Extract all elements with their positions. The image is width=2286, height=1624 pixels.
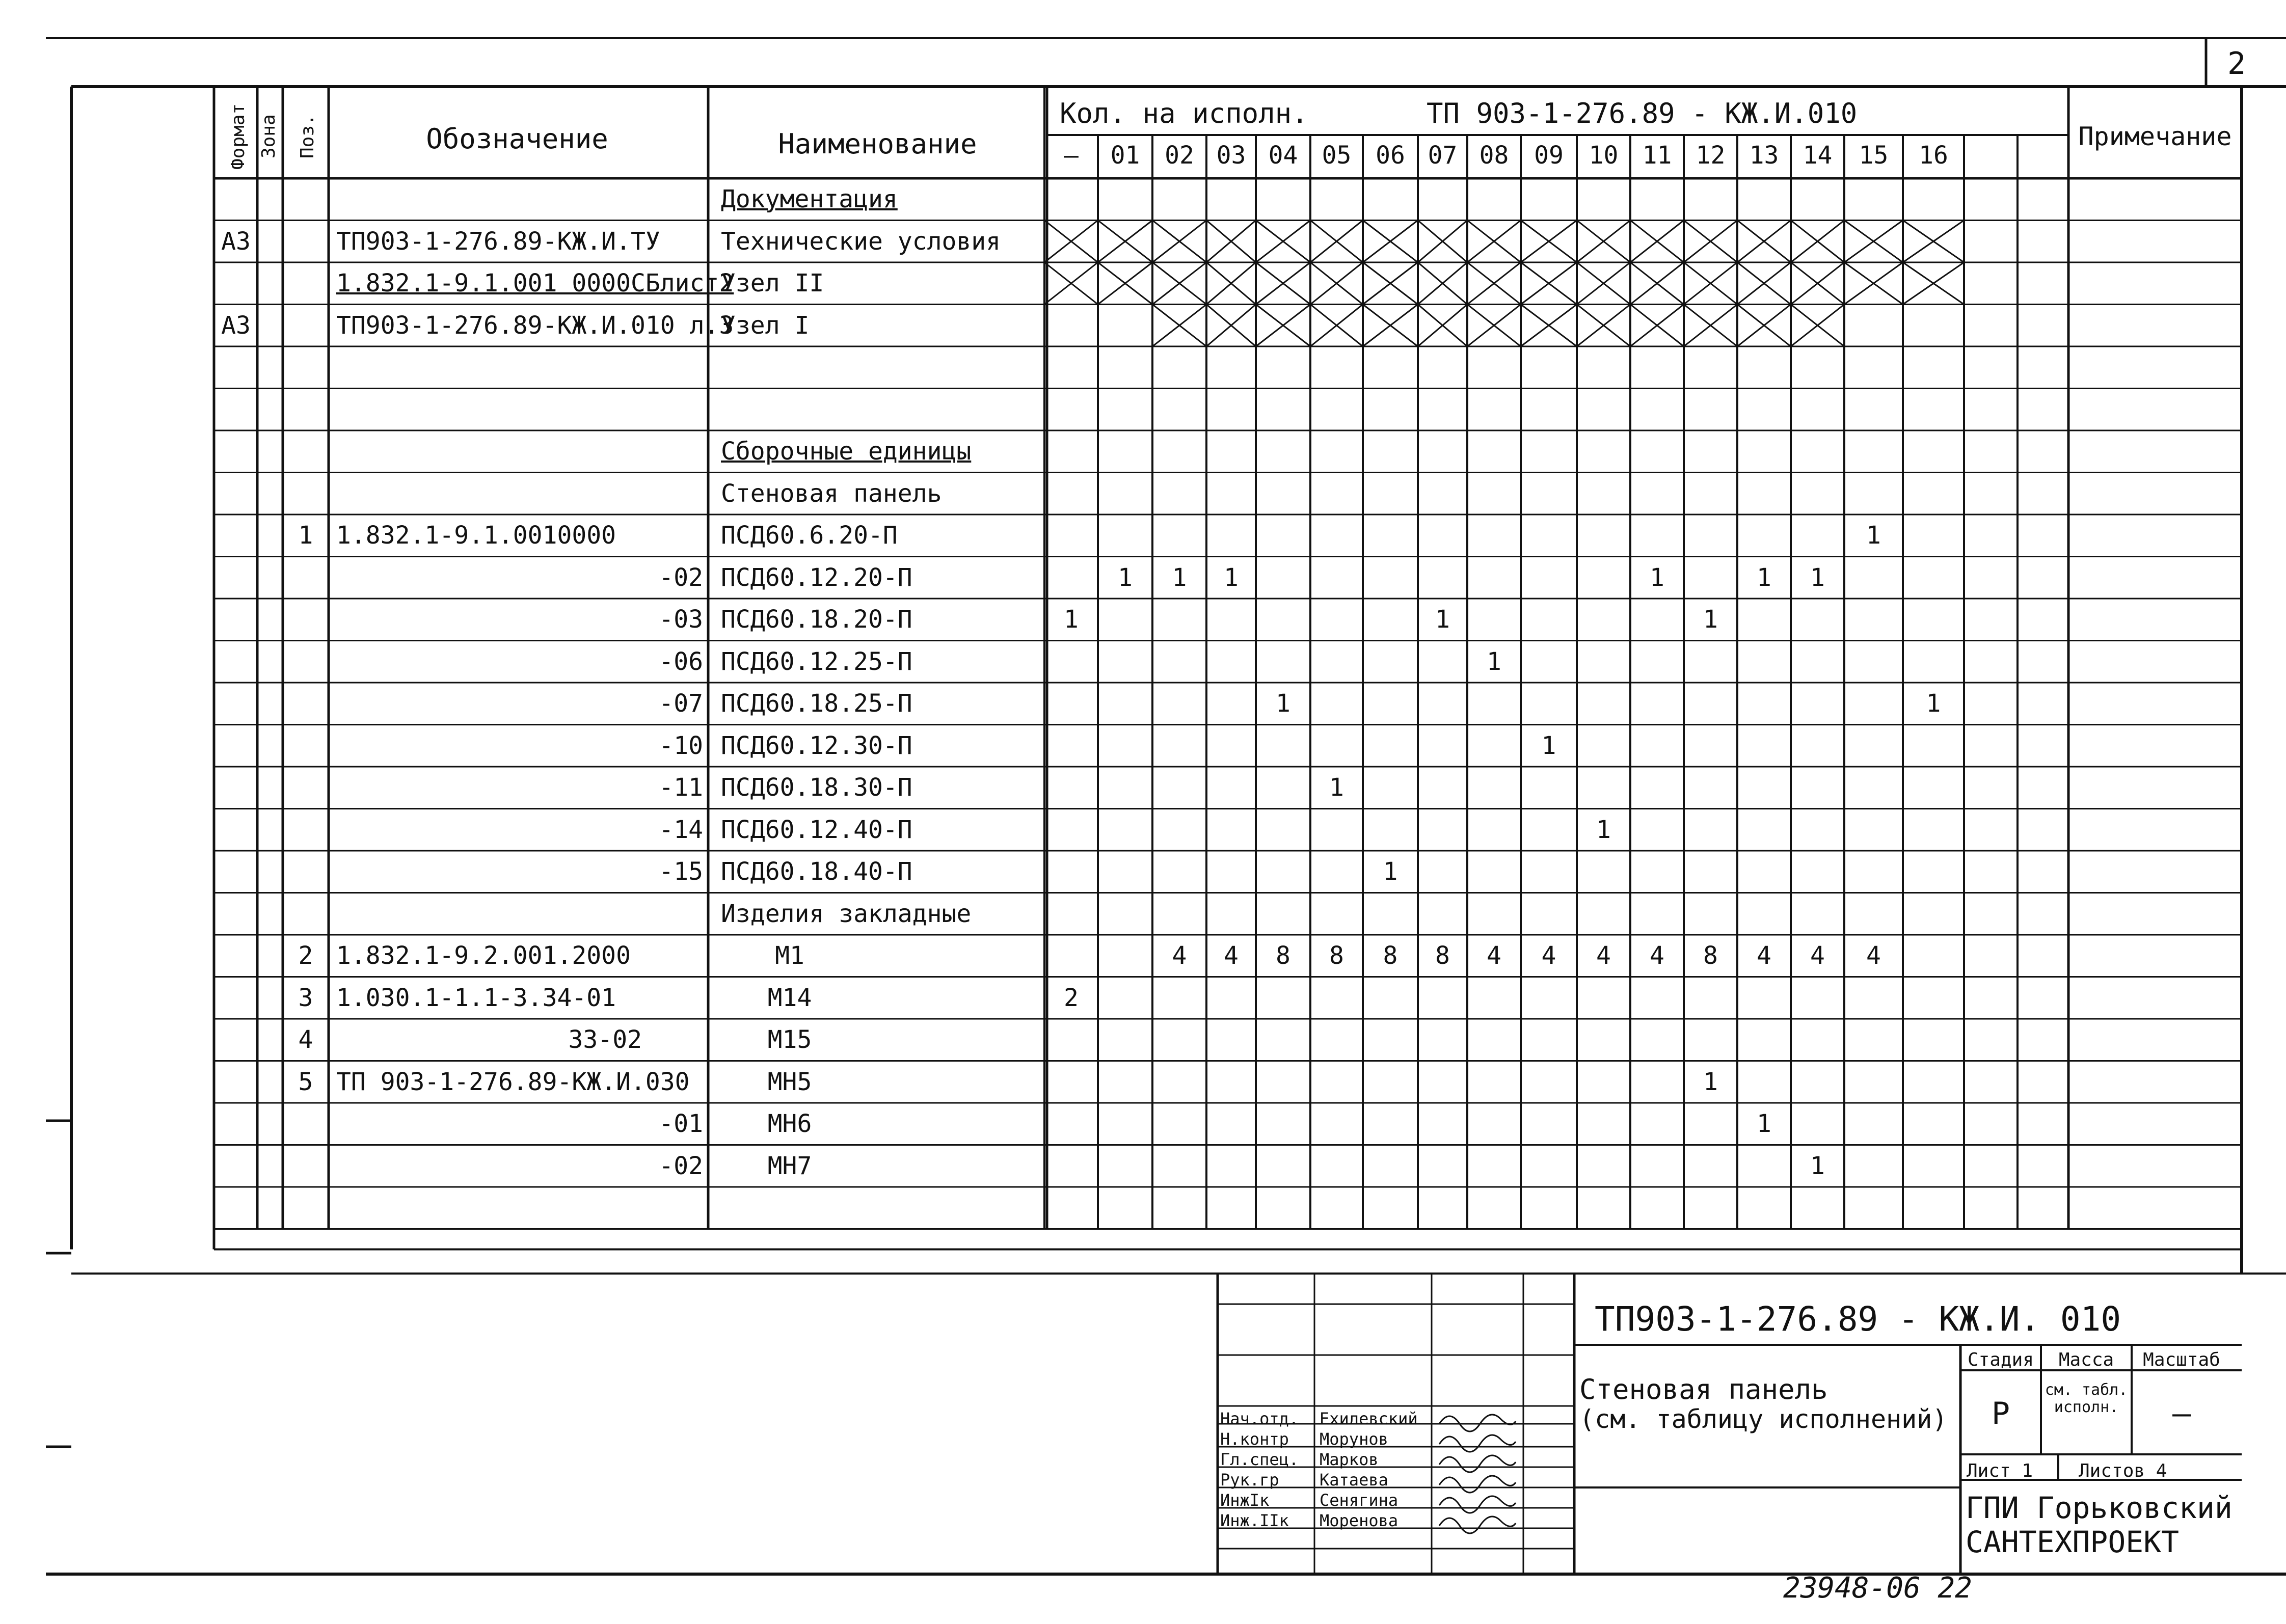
row-qty-cell: 1	[1383, 857, 1398, 886]
row-designation: -14	[659, 815, 703, 844]
header-note: Примечание	[2078, 122, 2232, 151]
row-qty-cell: 1	[1224, 563, 1239, 592]
signature-role: Инж.IIк	[1220, 1511, 1289, 1530]
bottom-code: 23948-06 22	[1783, 1572, 1972, 1605]
row-designation: 33-02	[568, 1025, 642, 1054]
row-name: МН7	[767, 1151, 812, 1180]
org-line1: ГПИ Горьковский	[1966, 1491, 2233, 1525]
row-name: Изделия закладные	[721, 899, 972, 928]
row-name: Сборочные единицы	[721, 437, 972, 466]
header-designation: Обозначение	[426, 123, 608, 155]
row-name: Документация	[721, 185, 898, 214]
row-qty-cell: 1	[1866, 521, 1881, 550]
row-position: 5	[298, 1067, 313, 1096]
row-qty-cell: 1	[1118, 563, 1133, 592]
row-designation: -01	[659, 1109, 703, 1139]
row-qty-cell: 1	[1276, 689, 1290, 718]
signature-mark	[1439, 1435, 1516, 1452]
signature-name: Сенягина	[1320, 1491, 1399, 1510]
row-qty-cell: 1	[1172, 563, 1187, 592]
row-qty-cell: 1	[1757, 563, 1771, 592]
row-designation: -06	[659, 647, 703, 676]
row-name: ПСД60.12.25-П	[721, 647, 912, 676]
row-designation: -11	[659, 773, 703, 802]
row-designation: -02	[659, 1151, 703, 1180]
signature-name: Ехилевский	[1320, 1409, 1418, 1428]
row-name: ПСД60.18.40-П	[721, 857, 912, 886]
row-qty-cell: 1	[1703, 605, 1718, 634]
row-name: ПСД60.18.25-П	[721, 689, 912, 718]
signature-mark	[1439, 1496, 1516, 1513]
row-qty-cell: 1	[1064, 605, 1079, 634]
signature-name: Катаева	[1320, 1470, 1388, 1490]
row-qty-cell: 1	[1757, 1109, 1771, 1139]
row-qty-cell: 4	[1596, 941, 1611, 970]
row-qty-cell: 4	[1541, 941, 1556, 970]
stage-label: Стадия	[1967, 1349, 2034, 1370]
row-name: Технические условия	[721, 227, 1001, 256]
row-qty-cell: 1	[1810, 1151, 1825, 1180]
mass-value: см. табл. исполн.	[2045, 1381, 2128, 1416]
row-qty-cell: 1	[1703, 1067, 1718, 1096]
variant-header: 01	[1110, 141, 1140, 170]
signature-name: Моренова	[1320, 1511, 1399, 1530]
row-qty-cell: 4	[1487, 941, 1501, 970]
row-qty-cell: 1	[1435, 605, 1450, 634]
row-name: Узел I	[721, 311, 810, 340]
row-format: А3	[221, 311, 251, 340]
row-qty-cell: 2	[1064, 983, 1079, 1012]
variant-header: 08	[1479, 141, 1509, 170]
row-qty-cell: 8	[1435, 941, 1450, 970]
row-name: Узел II	[721, 269, 824, 298]
row-designation: ТП903-1-276.89-КЖ.И.ТУ	[336, 227, 660, 256]
row-qty-cell: 1	[1329, 773, 1344, 802]
sheets-label: Листов 4	[2079, 1460, 2167, 1481]
row-qty-cell: 4	[1757, 941, 1771, 970]
header-pos: Поз.	[297, 114, 318, 159]
row-name: МН5	[767, 1067, 812, 1096]
row-designation: -15	[659, 857, 703, 886]
row-name: МН6	[767, 1109, 812, 1139]
signature-name: Морунов	[1320, 1429, 1388, 1449]
row-name: М15	[767, 1025, 812, 1054]
row-name: ПСД60.18.30-П	[721, 773, 912, 802]
variant-header: 15	[1859, 141, 1889, 170]
variant-header: 09	[1534, 141, 1564, 170]
row-designation: -10	[659, 731, 703, 760]
variant-header: 07	[1428, 141, 1458, 170]
signature-mark	[1439, 1517, 1516, 1533]
row-name: М14	[767, 983, 812, 1012]
variant-header: 12	[1696, 141, 1726, 170]
row-name: ПСД60.6.20-П	[721, 521, 898, 550]
row-qty-cell: 1	[1541, 731, 1556, 760]
row-qty-cell: 1	[1810, 563, 1825, 592]
row-qty-cell: 4	[1810, 941, 1825, 970]
row-position: 2	[298, 941, 313, 970]
row-designation: -02	[659, 563, 703, 592]
variant-header: 13	[1749, 141, 1779, 170]
variant-header: 14	[1803, 141, 1833, 170]
mass-label: Масса	[2058, 1349, 2114, 1370]
row-name: ПСД60.12.30-П	[721, 731, 912, 760]
row-name: ПСД60.12.40-П	[721, 815, 912, 844]
variant-header: —	[1064, 141, 1079, 170]
org-line2: САНТЕХПРОЕКТ	[1966, 1525, 2180, 1559]
signature-mark	[1439, 1476, 1516, 1493]
scale-label: Масштаб	[2143, 1349, 2220, 1370]
row-qty-cell: 4	[1172, 941, 1187, 970]
row-format: А3	[221, 227, 251, 256]
row-qty-cell: 4	[1866, 941, 1881, 970]
row-name: ПСД60.12.20-П	[721, 563, 912, 592]
row-qty-cell: 8	[1329, 941, 1344, 970]
signature-role: Гл.спец.	[1220, 1450, 1299, 1469]
doc-code: ТП903-1-276.89 - КЖ.И. 010	[1595, 1300, 2121, 1339]
row-qty-cell: 1	[1487, 647, 1501, 676]
row-position: 1	[298, 521, 313, 550]
row-designation: 1.832.1-9.1.0010000	[336, 521, 616, 550]
sheet-label: Лист 1	[1967, 1460, 2033, 1481]
header-name: Наименование	[778, 128, 977, 160]
variant-header: 03	[1216, 141, 1246, 170]
row-designation: -07	[659, 689, 703, 718]
row-position: 3	[298, 983, 313, 1012]
row-qty-cell: 8	[1703, 941, 1718, 970]
row-name: ПСД60.18.20-П	[721, 605, 912, 634]
row-designation: ТП903-1-276.89-КЖ.И.010 л.3	[336, 311, 734, 340]
row-designation: 1.030.1-1.1-3.34-01	[336, 983, 616, 1012]
row-qty-cell: 4	[1224, 941, 1239, 970]
row-designation: 1.832.1-9.2.001.2000	[336, 941, 631, 970]
signature-role: Рук.гр	[1220, 1470, 1279, 1490]
row-position: 4	[298, 1025, 313, 1054]
variant-header: 11	[1642, 141, 1672, 170]
doc-title-line1: Стеновая панель	[1579, 1373, 1828, 1405]
header-qty-code: ТП 903-1-276.89 - КЖ.И.010	[1427, 97, 1858, 129]
header-zone: Зона	[258, 114, 279, 159]
variant-header: 10	[1589, 141, 1619, 170]
row-qty-cell: 8	[1383, 941, 1398, 970]
row-designation: 1.832.1-9.1.001 0000СБлист2	[336, 269, 734, 298]
row-designation: -03	[659, 605, 703, 634]
row-qty-cell: 8	[1276, 941, 1290, 970]
signature-role: Нач.отд.	[1220, 1409, 1299, 1428]
signature-role: Н.контр	[1220, 1429, 1289, 1449]
row-designation: ТП 903-1-276.89-КЖ.И.030	[336, 1067, 690, 1096]
row-qty-cell: 1	[1596, 815, 1611, 844]
row-qty-cell: 1	[1650, 563, 1664, 592]
header-format: Формат	[228, 103, 249, 170]
row-qty-cell: 4	[1650, 941, 1664, 970]
row-name: Стеновая панель	[721, 479, 942, 508]
header-qty-title: Кол. на исполн.	[1060, 97, 1308, 129]
row-qty-cell: 1	[1926, 689, 1941, 718]
page-number: 2	[2227, 46, 2246, 82]
variant-header: 06	[1376, 141, 1405, 170]
variant-header: 05	[1322, 141, 1352, 170]
doc-title-line2: (см. таблицу исполнений)	[1579, 1404, 1948, 1434]
row-name: М1	[775, 941, 804, 970]
variant-header: 16	[1919, 141, 1948, 170]
signature-name: Марков	[1320, 1450, 1379, 1469]
signature-role: ИнжIк	[1220, 1491, 1270, 1510]
signature-mark	[1439, 1455, 1516, 1472]
variant-header: 02	[1165, 141, 1194, 170]
variant-header: 04	[1268, 141, 1298, 170]
scale-value: —	[2172, 1396, 2191, 1431]
stage-value: Р	[1991, 1396, 2010, 1431]
